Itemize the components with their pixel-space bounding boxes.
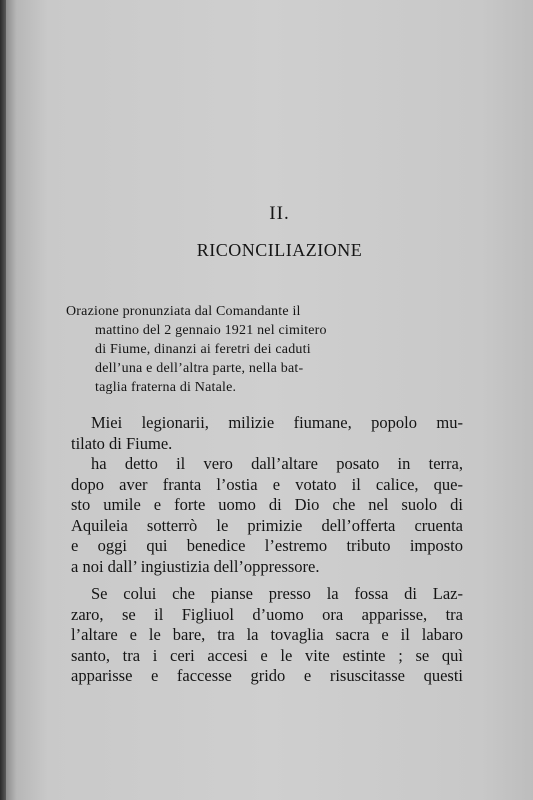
chapter-abstract (66, 302, 456, 397)
text-line: tilato di Fiume. (71, 433, 173, 453)
paragraph (71, 413, 463, 454)
abstract-line: dell’una e dell’altra parte, nella bat- (95, 361, 304, 376)
text-line: apparisse e faccesse grido e risuscitasse questi (71, 666, 463, 685)
text-line: Aquileia sotterrò le primizie dell’offerta cruenta (71, 515, 463, 535)
abstract-line: taglia fraterna di Natale. (95, 380, 237, 395)
abstract-line: di Fiume, dinanzi ai feretri dei caduti (95, 342, 311, 357)
text-line: zaro, se il Figliuol d’uomo ora apparisse, tra (71, 604, 463, 624)
abstract-line: mattino del 2 gennaio 1921 nel cimitero (95, 323, 327, 338)
chapter-number: II. (269, 203, 290, 224)
abstract-line: Orazione pronunziata dal Comandante il (66, 304, 301, 319)
text-line: Miei legionarii, milizie fiumane, popolo mu- (91, 413, 463, 432)
chapter-title: RICONCILIAZIONE (196, 240, 363, 260)
book-page (6, 0, 533, 800)
body-text (71, 413, 463, 687)
text-line: a noi dall’ ingiustizia dell’oppressore. (71, 556, 320, 576)
paragraph-gap (71, 577, 463, 584)
text-line: ha detto il vero dall’altare posato in terra, (91, 454, 463, 473)
text-line: santo, tra i ceri accesi e le vite estinte ; se quì (71, 645, 463, 665)
text-line: l’altare e le bare, tra la tovaglia sacra e il labaro (71, 625, 463, 644)
paragraph (71, 454, 463, 577)
text-line: sto umile e forte uomo di Dio che nel suolo di (71, 495, 463, 514)
paragraph (71, 584, 463, 687)
text-line: Se colui che pianse presso la fossa di Laz- (91, 584, 463, 603)
text-line: e oggi qui benedice l’estremo tributo imposto (71, 536, 463, 555)
text-line: dopo aver franta l’ostia e votato il calice, que- (71, 474, 463, 494)
